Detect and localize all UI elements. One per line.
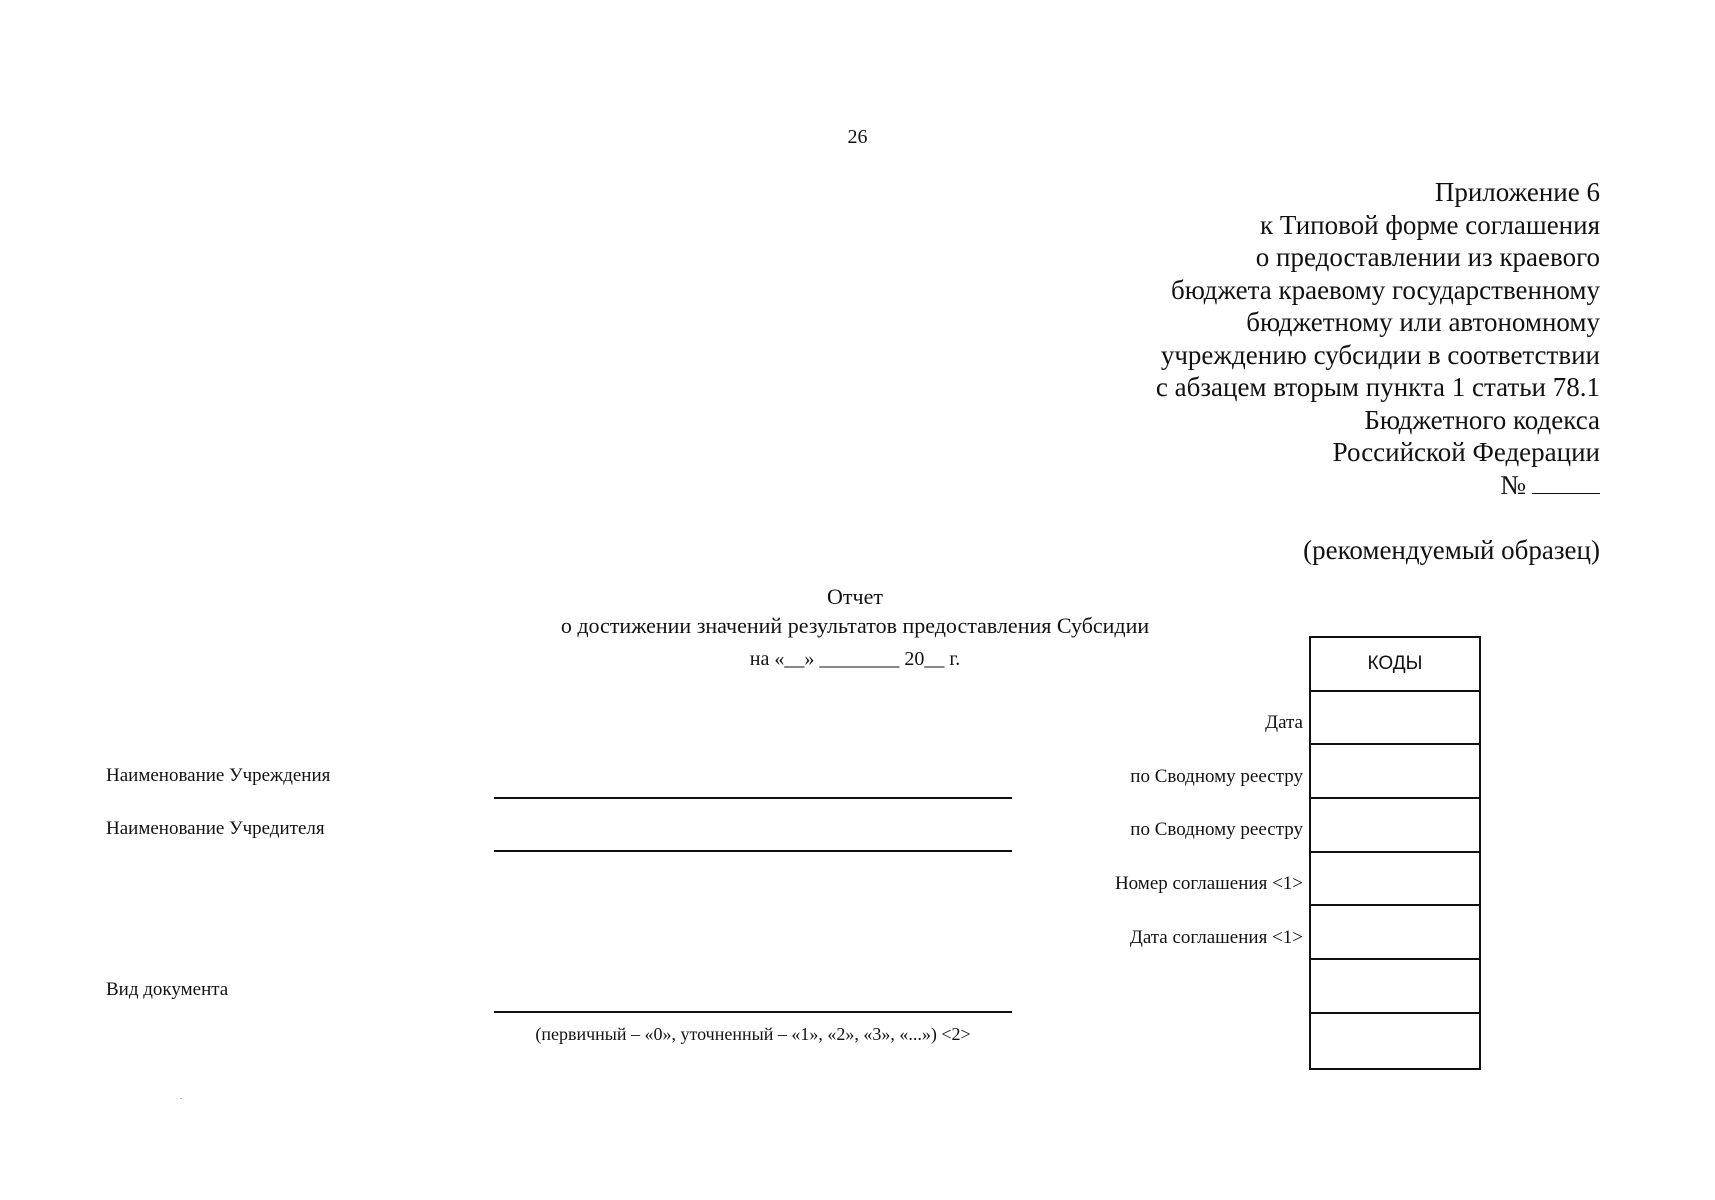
- appendix-line: к Типовой форме соглашения: [1260, 209, 1600, 240]
- institution-line[interactable]: [494, 797, 1012, 799]
- appendix-number-line: [880, 469, 1600, 502]
- number-blank-field[interactable]: [1532, 471, 1600, 494]
- appendix-line: бюджетному или автономному: [1246, 307, 1600, 337]
- codes-header: КОДЫ: [1311, 638, 1479, 692]
- report-title: Отчет: [827, 584, 883, 609]
- appendix-line: с абзацем вторым пункта 1 статьи 78.1: [1155, 372, 1600, 402]
- code-label-agreement-number: Номер соглашения <1>: [1114, 873, 1303, 894]
- number-sign: №: [1500, 469, 1526, 500]
- code-label-date: Дата: [1265, 712, 1303, 733]
- appendix-line: Приложение 6: [1434, 177, 1600, 207]
- founder-label: Наименование Учредителя: [106, 818, 325, 839]
- appendix-header: [880, 176, 1600, 501]
- code-cell-agreement-number[interactable]: [1311, 853, 1479, 907]
- doc-type-hint: (первичный – «0», уточненный – «1», «2», «3», «...») <2>: [535, 1024, 971, 1044]
- report-date-line[interactable]: на «__» ________ 20__ г.: [749, 648, 961, 670]
- founder-line[interactable]: [494, 850, 1012, 852]
- code-cell-registry-2[interactable]: [1311, 799, 1479, 853]
- page-number: 26: [847, 126, 868, 148]
- doc-type-label: Вид документа: [106, 979, 229, 1000]
- code-cell-agreement-date[interactable]: [1311, 906, 1479, 960]
- code-cell-date[interactable]: [1311, 692, 1479, 746]
- appendix-line: Российской Федерации: [1332, 437, 1600, 467]
- code-label-registry-1: по Сводному реестру: [1130, 766, 1303, 787]
- recommended-sample-note: (рекомендуемый образец): [1303, 535, 1600, 565]
- code-cell-registry-1[interactable]: [1311, 745, 1479, 799]
- codes-table: [1309, 636, 1481, 1070]
- appendix-line: учреждению субсидии в соответствии: [1160, 339, 1600, 370]
- code-label-agreement-date: Дата соглашения <1>: [1129, 927, 1303, 948]
- report-subtitle: о достижении значений результатов предоставления Субсидии: [560, 613, 1150, 638]
- report-title-block: [420, 582, 1290, 640]
- code-label-registry-2: по Сводному реестру: [1130, 819, 1303, 840]
- appendix-line: о предоставлении из краевого: [1255, 242, 1600, 272]
- doc-type-line[interactable]: [494, 1011, 1012, 1013]
- appendix-line: Бюджетного кодекса: [1364, 404, 1600, 435]
- code-cell-extra-1[interactable]: [1311, 960, 1479, 1014]
- appendix-line: бюджета краевому государственному: [1171, 274, 1600, 305]
- scan-speck: [180, 1098, 182, 1099]
- institution-label: Наименование Учреждения: [106, 765, 331, 786]
- code-cell-doc-type[interactable]: [1311, 1014, 1479, 1068]
